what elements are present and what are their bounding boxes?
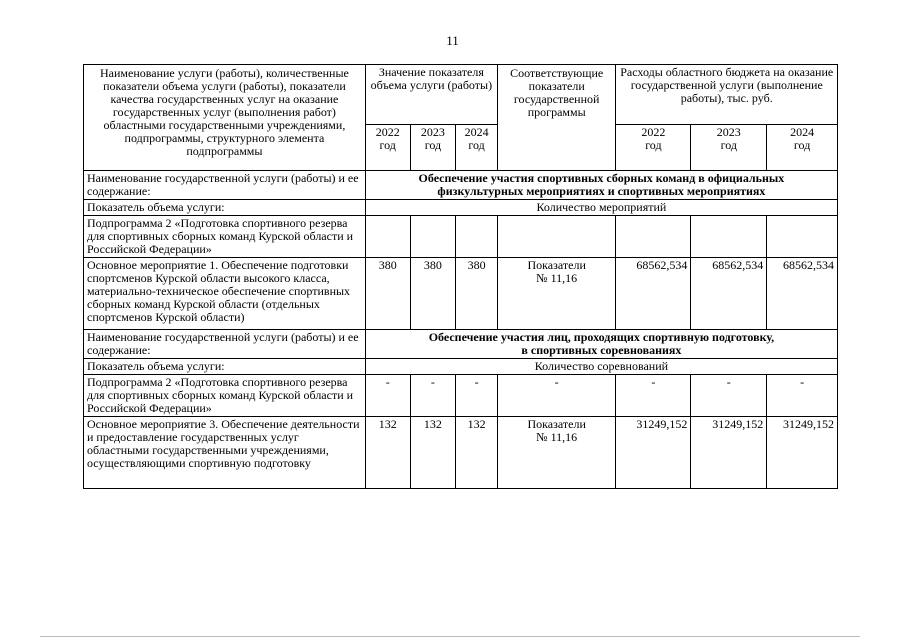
value-2024: 380	[456, 258, 498, 330]
value-2022	[365, 216, 410, 258]
cost-2022	[616, 216, 691, 258]
program-indicators: Показатели № 11,16	[497, 258, 616, 330]
program-indicators: -	[497, 375, 616, 417]
header-indicator-value: Значение показателя объема услуги (работы)	[365, 65, 497, 125]
value-2022: 132	[365, 417, 410, 489]
volume-indicator-value: Количество соревнований	[365, 359, 837, 375]
value-2024: -	[456, 375, 498, 417]
program-indicators: Показатели № 11,16	[497, 417, 616, 489]
service-name-value: Обеспечение участия лиц, проходящих спортивную подготовку, в спортивных соревнованиях	[365, 330, 837, 359]
cost-2024: -	[767, 375, 838, 417]
header-program-indicators: Соответствующие показатели государственной программы	[497, 65, 616, 171]
page-edge-divider	[40, 636, 860, 637]
service-name-label: Наименование государственной услуги (работы) и ее содержание:	[84, 330, 366, 359]
cost-2023: 68562,534	[691, 258, 767, 330]
cost-2024	[767, 216, 838, 258]
value-2023: -	[410, 375, 456, 417]
volume-indicator-label: Показатель объема услуги:	[84, 200, 366, 216]
value-2024: 132	[456, 417, 498, 489]
subprogram-name: Подпрограмма 2 «Подготовка спортивного резерва для спортивных сборных команд Курской области и Российской Федерации»	[84, 216, 366, 258]
cost-2024: 68562,534	[767, 258, 838, 330]
volume-indicator-label: Показатель объема услуги:	[84, 359, 366, 375]
value-2023: 380	[410, 258, 456, 330]
service-name-label: Наименование государственной услуги (работы) и ее содержание:	[84, 171, 366, 200]
activity-name: Основное мероприятие 3. Обеспечение деятельности и предоставление государственных услуг областными государственными учреждениями, осуществляющими спортивную подготовку	[84, 417, 366, 489]
header-budget-costs: Расходы областного бюджета на оказание государственной услуги (выполнение работы), тыс. руб.	[616, 65, 838, 125]
cost-2023: -	[691, 375, 767, 417]
program-indicators	[497, 216, 616, 258]
header-year-2024: 2024 год	[456, 125, 498, 171]
volume-indicator-value: Количество мероприятий	[365, 200, 837, 216]
cost-2022: 68562,534	[616, 258, 691, 330]
service-name-value: Обеспечение участия спортивных сборных команд в официальных физкультурных мероприятиях и спортивных мероприятиях	[365, 171, 837, 200]
value-2023: 132	[410, 417, 456, 489]
header-cost-year-2023: 2023 год	[691, 125, 767, 171]
header-service-name: Наименование услуги (работы), количественные показатели объема услуги (работы), показатели качества государственных услуг на оказание государственных услуг (выполнения работ) областными государственными учреждениями, подпрограммы, структурного элемента подпрограммы	[84, 65, 366, 171]
value-2022: 380	[365, 258, 410, 330]
value-2024	[456, 216, 498, 258]
value-2023	[410, 216, 456, 258]
cost-2023: 31249,152	[691, 417, 767, 489]
activity-name: Основное мероприятие 1. Обеспечение подготовки спортсменов Курской области высокого класса, материально-техническое обеспечение спортивных сборных команд Курской области (отдельных спортсменов Курской области)	[84, 258, 366, 330]
budget-table	[83, 64, 838, 489]
cost-2023	[691, 216, 767, 258]
cost-2022: -	[616, 375, 691, 417]
header-year-2022: 2022 год	[365, 125, 410, 171]
subprogram-name: Подпрограмма 2 «Подготовка спортивного резерва для спортивных сборных команд Курской области и Российской Федерации»	[84, 375, 366, 417]
header-cost-year-2022: 2022 год	[616, 125, 691, 171]
page-number: 11	[446, 33, 459, 48]
header-year-2023: 2023 год	[410, 125, 456, 171]
cost-2022: 31249,152	[616, 417, 691, 489]
value-2022: -	[365, 375, 410, 417]
header-cost-year-2024: 2024 год	[767, 125, 838, 171]
cost-2024: 31249,152	[767, 417, 838, 489]
